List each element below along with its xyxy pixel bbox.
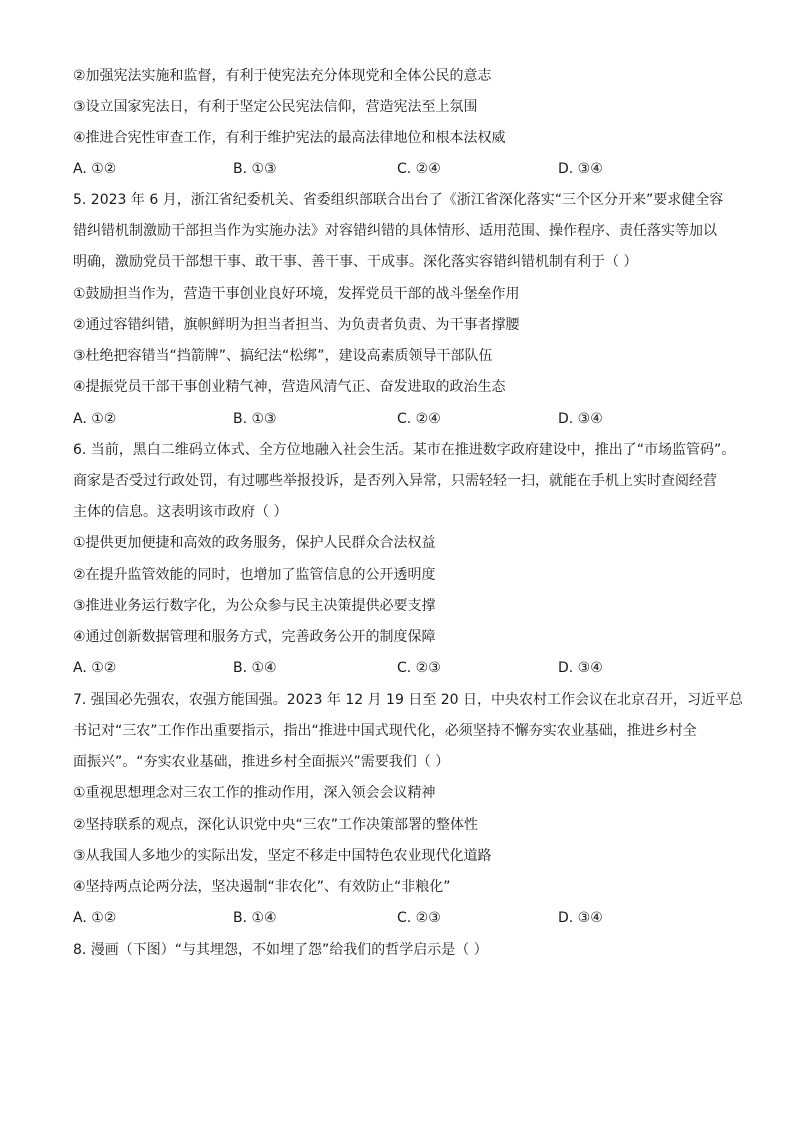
q7-stem-line-3: 面振兴”。“夯实农业基础，推进乡村全面振兴”需要我们（ ） — [73, 754, 450, 770]
q6-item-3: ③推进业务运行数字化，为公众参与民主决策提供必要支撑 — [73, 598, 436, 614]
q6-stem-line-3: 主体的信息。这表明该市政府（ ） — [73, 504, 288, 520]
q7-item-4: ④坚持两点论两分法，坚决遏制“非农化”、有效防止“非粮化” — [73, 879, 451, 895]
q7-options — [73, 908, 733, 928]
q5-option-a: A. ①② — [73, 411, 117, 427]
q4-options — [73, 159, 733, 179]
q5-stem-line-1: 5. 2023 年 6 月，浙江省纪委机关、省委组织部联合出台了《浙江省深化落实“三个区分开来”要求健全容 — [73, 192, 724, 208]
q4-option-d: D. ③④ — [558, 161, 603, 177]
q7-option-a: A. ①② — [73, 910, 117, 926]
q4-item-4: ④推进合宪性审查工作，有利于维护宪法的最高法律地位和根本法权威 — [73, 130, 506, 146]
q7-item-3: ③从我国人多地少的实际出发，坚定不移走中国特色农业现代化道路 — [73, 848, 492, 864]
q5-stem-line-3: 明确，激励党员干部想干事、敢干事、善干事、干成事。深化落实容错纠错机制有利于（ ） — [73, 254, 638, 270]
q5-item-3: ③杜绝把容错当“挡箭牌”、搞纪法“松绑”，建设高素质领导干部队伍 — [73, 348, 493, 364]
q4-item-2: ②加强宪法实施和监督，有利于使宪法充分体现党和全体公民的意志 — [73, 68, 492, 84]
q6-item-4: ④通过创新数据管理和服务方式，完善政务公开的制度保障 — [73, 629, 436, 645]
q6-item-1: ①提供更加便捷和高效的政务服务，保护人民群众合法权益 — [73, 535, 436, 551]
q5-option-b: B. ①③ — [233, 411, 277, 427]
q7-option-c: C. ②③ — [397, 910, 441, 926]
q5-item-2: ②通过容错纠错，旗帜鲜明为担当者担当、为负责者负责、为干事者撑腰 — [73, 317, 520, 333]
q4-option-c: C. ②④ — [397, 161, 441, 177]
q4-option-b: B. ①③ — [233, 161, 277, 177]
q5-option-c: C. ②④ — [397, 411, 441, 427]
q7-option-d: D. ③④ — [558, 910, 603, 926]
q4-option-a: A. ①② — [73, 161, 117, 177]
q4-item-3: ③设立国家宪法日，有利于坚定公民宪法信仰，营造宪法至上氛围 — [73, 99, 478, 115]
q5-item-4: ④提振党员干部干事创业精气神，营造风清气正、奋发进取的政治生态 — [73, 379, 506, 395]
q5-options — [73, 409, 733, 429]
q7-stem-line-1: 7. 强国必先强农，农强方能国强。2023 年 12 月 19 日至 20 日，中央农村工作会议在北京召开，习近平总 — [73, 692, 744, 708]
q7-item-2: ②坚持联系的观点，深化认识党中央“三农”工作决策部署的整体性 — [73, 817, 479, 833]
q6-option-c: C. ②③ — [397, 660, 441, 676]
q5-option-d: D. ③④ — [558, 411, 603, 427]
q6-stem-line-1: 6. 当前，黑白二维码立体式、全方位地融入社会生活。某市在推进数字政府建设中，推出了“市场监管码”。 — [73, 442, 736, 458]
q6-item-2: ②在提升监管效能的同时，也增加了监管信息的公开透明度 — [73, 567, 436, 583]
q5-item-1: ①鼓励担当作为，营造干事创业良好环境，发挥党员干部的战斗堡垒作用 — [73, 286, 520, 302]
q6-option-b: B. ①④ — [233, 660, 277, 676]
q6-option-a: A. ①② — [73, 660, 117, 676]
q7-stem-line-2: 书记对“三农”工作作出重要指示，指出“推进中国式现代化，必须坚持不懈夯实农业基础，推进乡村全 — [73, 723, 697, 739]
q6-stem-line-2: 商家是否受过行政处罚，有过哪些举报投诉，是否列入异常，只需轻轻一扫，就能在手机上实时查阅经营 — [73, 473, 717, 489]
q7-item-1: ①重视思想理念对三农工作的推动作用，深入领会会议精神 — [73, 785, 436, 801]
q8-stem-line-1: 8. 漫画（下图）“与其埋怨，不如埋了怨”给我们的哲学启示是（ ） — [73, 942, 488, 958]
q7-option-b: B. ①④ — [233, 910, 277, 926]
q5-stem-line-2: 错纠错机制激励干部担当作为实施办法》对容错纠错的具体情形、适用范围、操作程序、责任落实等加以 — [73, 223, 717, 239]
q6-options — [73, 658, 733, 678]
q6-option-d: D. ③④ — [558, 660, 603, 676]
